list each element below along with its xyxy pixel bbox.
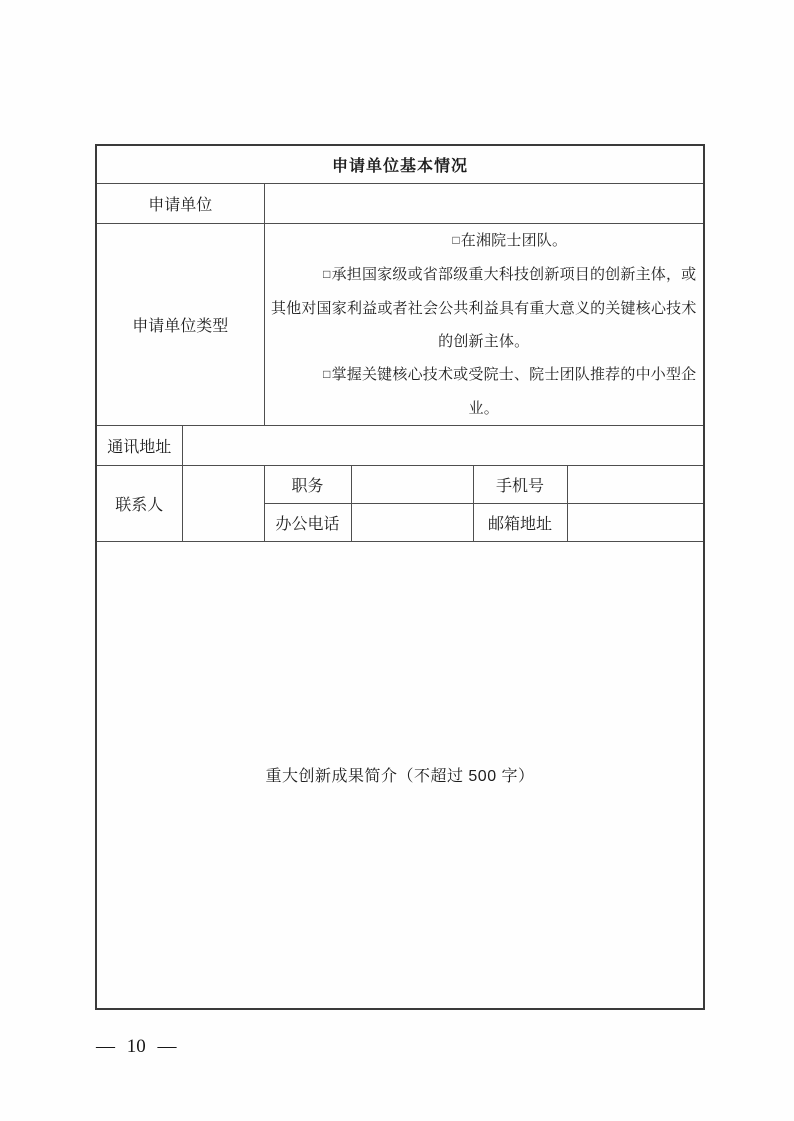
checkbox-icon: □ [323,366,331,381]
email-label: 邮箱地址 [473,503,567,541]
achievements-cell [96,541,704,1009]
address-value-cell [182,425,704,465]
achievements-title: 重大创新成果简介（不超过 500 字） [265,768,535,786]
mobile-label: 手机号 [473,465,567,503]
contact-name-value-cell [182,465,264,541]
checkbox-icon: □ [452,232,460,247]
email-value-cell [567,503,704,541]
table-title: 申请单位基本情况 [96,145,704,183]
address-label: 通讯地址 [96,425,182,465]
unit-type-option [265,258,704,358]
applicant-unit-value-cell [264,183,704,223]
mobile-value-cell [567,465,704,503]
unit-type-option [265,358,704,425]
applicant-unit-label: 申请单位 [96,183,264,223]
unit-type-option-label: 在湘院士团队。 [460,231,568,249]
unit-type-option [265,224,704,258]
unit-type-label: 申请单位类型 [96,223,264,425]
position-value-cell [351,465,473,503]
unit-type-options-cell [264,223,704,425]
office-phone-value-cell [351,503,473,541]
checkbox-icon: □ [323,266,331,281]
page-number: — 10 — [96,1036,177,1057]
unit-type-option-label: 承担国家级或省部级重大科技创新项目的创新主体，或其他对国家利益或者社会公共利益具有重大意义的关键核心技术的创新主体。 [270,265,697,350]
unit-type-option-label: 掌握关键核心技术或受院士、院士团队推荐的中小型企业。 [331,365,697,417]
position-label: 职务 [264,465,351,503]
office-phone-label: 办公电话 [264,503,351,541]
applicant-info-table [95,144,705,1010]
contact-label: 联系人 [96,465,182,541]
